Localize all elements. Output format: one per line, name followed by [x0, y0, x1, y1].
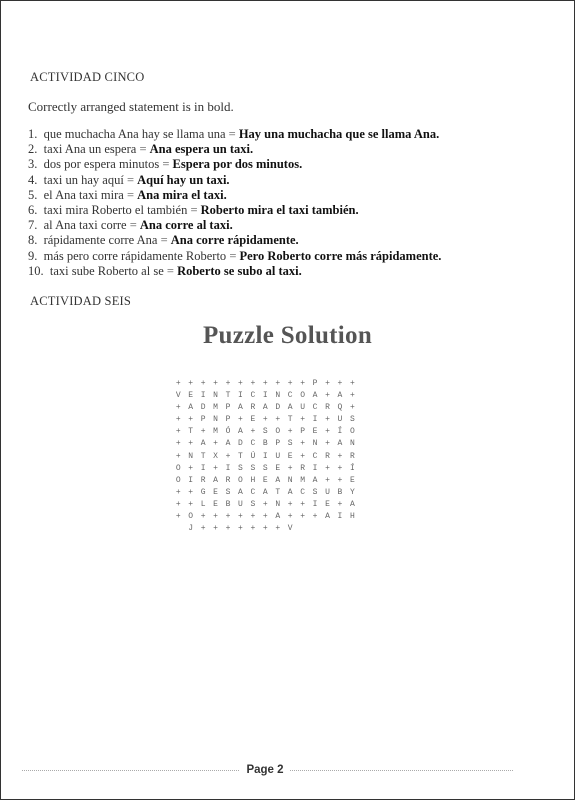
answer-item [28, 188, 441, 203]
scrambled-text: taxi Ana un espera [43, 142, 137, 157]
scrambled-text: taxi un hay aquí [43, 172, 124, 187]
answer-text: Pero Roberto corre más rápidamente. [239, 248, 442, 263]
activity-six-heading: ACTIVIDAD SEIS [30, 294, 132, 308]
activity-five-heading: ACTIVIDAD CINCO [30, 70, 145, 84]
grid-row: + T + M Ó A + S O + P E + Í O [175, 427, 355, 437]
item-number: 3. [28, 157, 38, 172]
scrambled-text: taxi sube Roberto al se [49, 263, 164, 278]
page-number [0, 764, 530, 776]
answer-item [28, 203, 441, 218]
answer-item [28, 173, 441, 188]
scrambled-text: taxi mira Roberto el también [43, 203, 188, 218]
answer-item [28, 157, 441, 172]
answer-text: Ana corre rápidamente. [170, 233, 299, 248]
answer-item [28, 127, 441, 142]
answer-text: Ana corre al taxi. [139, 218, 233, 233]
item-number: 2. [28, 142, 38, 157]
instruction-text: Correctly arranged statement is in bold. [28, 99, 234, 114]
answer-text: Ana espera un taxi. [149, 142, 254, 157]
item-number: 5. [28, 187, 38, 202]
grid-row: + + L E B U S + N + + I E + A [175, 499, 355, 509]
equals-sign: = [139, 142, 147, 157]
equals-sign: = [160, 233, 168, 248]
page-number-label: Page 2 [240, 764, 289, 776]
puzzle-title: Puzzle Solution [202, 322, 373, 349]
answer-text: Roberto mira el taxi también. [200, 203, 359, 218]
equals-sign: = [126, 172, 135, 187]
answer-item [28, 218, 441, 233]
scrambled-text: más pero corre rápidamente Roberto [43, 248, 227, 263]
answer-text: Roberto se subo al taxi. [177, 263, 302, 278]
answer-item [28, 249, 441, 264]
answer-text: Aquí hay un taxi. [137, 172, 230, 187]
equals-sign: = [162, 157, 170, 172]
grid-row: + A D M P A R A D A U C R Q + [175, 403, 355, 413]
equals-sign: = [190, 203, 198, 218]
word-search-grid [172, 378, 359, 535]
item-number: 8. [28, 233, 38, 248]
scrambled-text: rápidamente corre Ana [43, 233, 158, 248]
answer-text: Espera por dos minutos. [172, 157, 303, 172]
equals-sign: = [228, 127, 236, 141]
grid-row: O + I + I S S S E + R I + + Í [175, 463, 355, 473]
item-number: 10. [28, 263, 44, 278]
answer-text: Ana mira el taxi. [137, 187, 227, 202]
item-number: 9. [28, 248, 38, 263]
grid-row: + + P N P + E + + T + I + U S [175, 415, 355, 425]
item-number: 4. [28, 172, 38, 187]
scrambled-text: al Ana taxi corre [43, 218, 127, 233]
grid-row: + + + + + + + + + + + P + + + [175, 379, 355, 388]
answer-item [28, 142, 441, 157]
grid-row: + N T X + T Ú I U E + C R + R [175, 451, 355, 461]
equals-sign: = [229, 248, 237, 263]
grid-row: J + + + + + + + V [188, 524, 293, 534]
scrambled-text: que muchacha Ana hay se llama una [43, 127, 226, 141]
answer-item [28, 233, 441, 248]
item-number: 7. [28, 218, 38, 233]
answer-list [28, 127, 441, 279]
grid-row: + O + + + + + + A + + + A I H [175, 512, 355, 522]
grid-row: + + G E S A C A T A C S U B Y [175, 487, 355, 497]
answer-text: Hay una muchacha que se llama Ana. [238, 127, 440, 141]
equals-sign: = [129, 218, 137, 233]
equals-sign: = [126, 187, 134, 202]
scrambled-text: el Ana taxi mira [43, 187, 124, 202]
grid-row: + + A + A D C B P S + N + A N [175, 439, 355, 449]
scrambled-text: dos por espera minutos [43, 157, 160, 172]
answer-item [28, 264, 441, 279]
grid-row: O I R A R O H E A N M A + + E [175, 475, 355, 485]
equals-sign: = [166, 263, 174, 278]
grid-row: V E I N T I C I N C O A + A + [175, 391, 355, 401]
item-number: 1. [28, 127, 38, 141]
item-number: 6. [28, 203, 38, 218]
